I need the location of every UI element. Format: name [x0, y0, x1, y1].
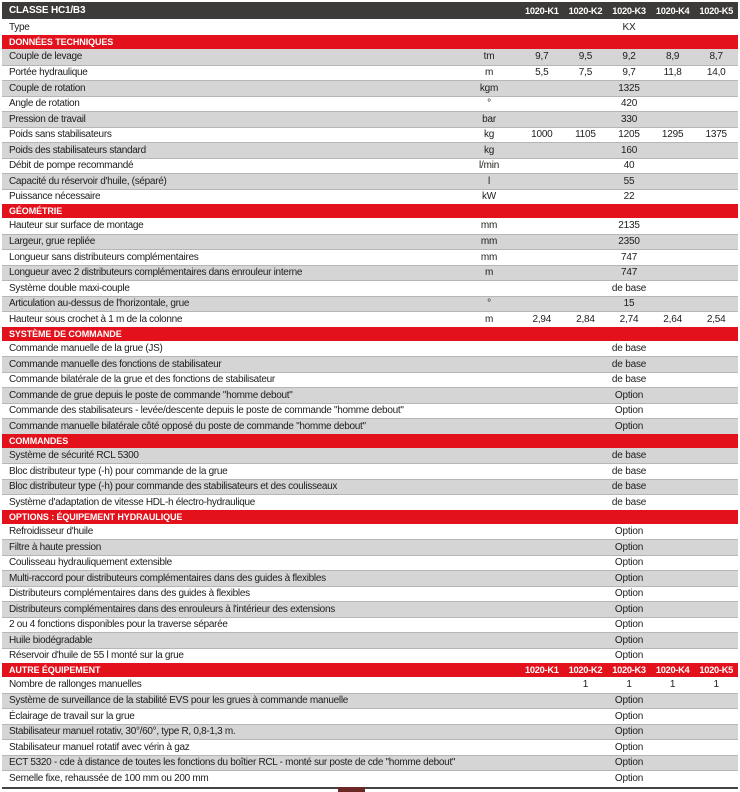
row-label: Longueur sans distributeurs complémentaires [9, 251, 199, 263]
row-value: 40 [623, 160, 635, 172]
row-value: de base [611, 282, 647, 294]
spec-row [2, 49, 738, 65]
row-value: 5,5 [535, 67, 549, 79]
row-value: 747 [620, 251, 638, 263]
row-label: Commande manuelle des fonctions de stabilisateur [9, 358, 222, 370]
row-unit: mm [480, 220, 498, 232]
spec-row [2, 158, 738, 174]
spec-row [2, 448, 738, 464]
spec-row [2, 570, 738, 586]
row-unit: ° [487, 298, 491, 310]
spec-row [2, 189, 738, 205]
row-label: Coulisseau hydrauliquement extensible [9, 557, 172, 569]
row-value: 1105 [575, 129, 596, 141]
spec-row [2, 111, 738, 127]
spec-row [2, 739, 738, 755]
section-header [2, 434, 738, 448]
section-title: DONNÉES TECHNIQUES [9, 37, 114, 47]
row-value: 1000 [531, 129, 553, 141]
row-value: de base [611, 496, 647, 508]
spec-row [2, 539, 738, 555]
row-value: KX [622, 21, 636, 33]
spec-row [2, 648, 738, 664]
row-label: Largeur, grue repliée [9, 236, 95, 248]
row-unit: kg [483, 129, 495, 141]
row-value: 1 [669, 679, 676, 691]
row-value: 160 [620, 144, 638, 156]
section-header [2, 35, 738, 49]
row-label: Semelle fixe, rehaussée de 100 mm ou 200 mm [9, 772, 209, 784]
row-unit: ° [487, 98, 491, 110]
row-value: 8,9 [665, 51, 680, 63]
row-value: 2350 [618, 236, 640, 248]
row-value: Option [614, 695, 644, 707]
section-header [2, 327, 738, 341]
spec-row [2, 372, 738, 388]
row-label: Bloc distributeur type (-h) pour commande des stabilisateurs et des coulisseaux [9, 481, 338, 493]
spec-row [2, 249, 738, 265]
page-bottom-rule [2, 787, 738, 789]
row-label: Couple de rotation [9, 82, 86, 94]
row-value: 1 [626, 679, 632, 691]
column-header: 1020-K4 [655, 665, 690, 675]
row-label: Système de surveillance de la stabilité EVS pour les grues à commande manuelle [9, 695, 349, 707]
row-label: Portée hydraulique [9, 67, 88, 79]
spec-row [2, 387, 738, 403]
row-label: Distributeurs complémentaires dans des enrouleurs à l'intérieur des extensions [9, 603, 335, 615]
row-value: 14,0 [706, 67, 726, 79]
type-row [2, 19, 738, 35]
row-label: Stabilisateur manuel rotativ, 30°/60°, type R, 0,8-1,3 m. [9, 726, 236, 738]
row-value: 11,8 [663, 67, 682, 79]
spec-table [2, 2, 738, 786]
row-value: 1 [713, 679, 719, 691]
row-value: 2,94 [532, 313, 552, 325]
row-value: 9,7 [535, 51, 549, 63]
spec-row [2, 296, 738, 312]
row-unit: kg [483, 144, 495, 156]
row-label: Distributeurs complémentaires dans des guides à flexibles [9, 588, 250, 600]
row-value: Option [614, 603, 644, 615]
row-value: 55 [623, 175, 635, 187]
row-unit: tm [483, 51, 495, 63]
section-title: COMMANDES [9, 435, 69, 446]
row-value: Option [614, 710, 644, 722]
row-value: 9,2 [622, 51, 636, 63]
row-value: Option [614, 619, 644, 631]
row-label: Huile biodégradable [9, 634, 93, 646]
spec-row [2, 755, 738, 771]
row-value: 9,5 [578, 51, 593, 63]
spec-row [2, 770, 738, 786]
row-label: Hauteur sous crochet à 1 m de la colonne [9, 313, 183, 325]
row-value: de base [611, 374, 647, 386]
spec-row [2, 693, 738, 709]
row-label: Système d'adaptation de vitesse HDL-h électro-hydraulique [9, 496, 256, 508]
spec-row [2, 65, 738, 81]
row-value: Option [614, 757, 644, 769]
row-value: 1205 [618, 129, 640, 141]
row-value: 330 [620, 113, 638, 125]
row-value: Option [614, 405, 644, 417]
row-label: ECT 5320 - cde à distance de toutes les fonctions du boîtier RCL - monté sur poste de cde "homme debout" [9, 757, 456, 769]
row-unit: l/min [478, 160, 500, 172]
row-label: Type [9, 21, 30, 33]
row-value: Option [614, 525, 644, 537]
row-unit: mm [480, 251, 498, 263]
spec-row [2, 311, 738, 327]
row-value: 9,7 [622, 67, 636, 79]
column-header: 1020-K3 [612, 665, 646, 675]
row-value: 2,84 [576, 313, 595, 325]
spec-row [2, 173, 738, 189]
column-header: 1020-K5 [699, 5, 733, 16]
row-label: Puissance nécessaire [9, 191, 101, 203]
row-unit: m [484, 67, 494, 79]
row-unit: bar [482, 113, 496, 125]
row-value: Option [614, 741, 644, 753]
spec-row [2, 142, 738, 158]
row-label: Longueur avec 2 distributeurs complémentaires dans enrouleur interne [9, 267, 303, 279]
row-value: de base [611, 481, 647, 493]
row-label: Hauteur sur surface de montage [9, 220, 144, 232]
row-value: 15 [623, 298, 635, 310]
spec-row [2, 724, 738, 740]
row-value: de base [611, 449, 647, 461]
section-header [2, 510, 738, 524]
page-bottom-marker [338, 787, 365, 792]
row-label: Débit de pompe recommandé [9, 160, 134, 172]
row-value: Option [614, 588, 644, 600]
row-value: Option [614, 572, 644, 584]
row-label: Commande bilatérale de la grue et des fonctions de stabilisateur [9, 374, 275, 386]
spec-row [2, 80, 738, 96]
row-unit: kW [482, 191, 497, 203]
row-value: Option [614, 726, 644, 738]
spec-row [2, 463, 738, 479]
row-label: Système double maxi-couple [9, 282, 130, 294]
section-title: AUTRE ÉQUIPEMENT [9, 665, 101, 675]
row-value: Option [614, 634, 644, 646]
section-header [2, 663, 738, 677]
spec-row [2, 494, 738, 510]
row-value: Option [614, 389, 644, 401]
table-title: CLASSE HC1/B3 [9, 5, 86, 16]
column-header: 1020-K1 [525, 665, 559, 675]
row-value: Option [614, 557, 644, 569]
row-label: Bloc distributeur type (-h) pour commande de la grue [9, 465, 228, 477]
row-value: 2,74 [619, 313, 639, 325]
spec-row [2, 280, 738, 296]
row-label: Système de sécurité RCL 5300 [9, 449, 139, 461]
section-title: GÉOMÉTRIE [9, 206, 63, 216]
row-value: 1295 [661, 129, 684, 141]
spec-row [2, 234, 738, 250]
spec-row [2, 524, 738, 540]
spec-row [2, 708, 738, 724]
spec-row [2, 341, 738, 357]
spec-row [2, 356, 738, 372]
row-value: 2,64 [663, 313, 682, 325]
row-value: de base [611, 465, 647, 477]
row-label: 2 ou 4 fonctions disponibles pour la traverse séparée [9, 619, 228, 631]
row-label: Commande manuelle de la grue (JS) [9, 342, 163, 354]
row-unit: kgm [479, 82, 499, 94]
row-label: Pression de travail [9, 113, 86, 125]
row-value: Option [614, 772, 644, 784]
column-header: 1020-K4 [655, 5, 690, 16]
row-value: 1375 [705, 129, 727, 141]
row-unit: m [484, 267, 494, 279]
spec-row [2, 127, 738, 143]
row-label: Éclairage de travail sur la grue [9, 710, 135, 722]
row-value: Option [614, 541, 644, 553]
row-label: Multi-raccord pour distributeurs complémentaires dans des guides à flexibles [9, 572, 326, 584]
row-value: de base [611, 358, 647, 370]
row-value: 1 [582, 679, 589, 691]
row-value: 22 [623, 191, 635, 203]
spec-row [2, 677, 738, 693]
spec-row [2, 265, 738, 281]
column-header: 1020-K2 [568, 665, 603, 675]
column-header: 1020-K1 [525, 5, 559, 16]
row-value: 2,54 [706, 313, 726, 325]
row-value: Option [614, 420, 644, 432]
spec-row [2, 555, 738, 571]
row-value: 747 [620, 267, 638, 279]
spec-row [2, 601, 738, 617]
row-label: Articulation au-dessus de l'horizontale, grue [9, 298, 190, 310]
row-unit: l [488, 175, 491, 187]
spec-row [2, 632, 738, 648]
row-label: Couple de levage [9, 51, 83, 63]
row-unit: m [484, 313, 494, 325]
row-label: Capacité du réservoir d'huile, (séparé) [9, 175, 167, 187]
row-label: Refroidisseur d'huile [9, 525, 93, 537]
row-label: Angle de rotation [9, 98, 80, 110]
row-value: Option [614, 650, 644, 662]
row-label: Stabilisateur manuel rotatif avec vérin à gaz [9, 741, 190, 753]
row-label: Commande manuelle bilatérale côté opposé du poste de commande "homme debout" [9, 420, 366, 432]
row-value: de base [611, 342, 647, 354]
spec-row [2, 403, 738, 419]
row-label: Réservoir d'huile de 55 l monté sur la grue [9, 650, 184, 662]
row-value: 7,5 [578, 67, 593, 79]
spec-row [2, 418, 738, 434]
row-unit: mm [480, 236, 498, 248]
row-value: 2135 [618, 220, 640, 232]
row-value: 420 [620, 98, 638, 110]
column-header: 1020-K5 [699, 665, 733, 675]
row-value: 1325 [618, 82, 640, 94]
spec-row [2, 96, 738, 112]
table-header-row [2, 2, 738, 19]
column-header: 1020-K2 [568, 5, 603, 16]
column-header: 1020-K3 [612, 5, 646, 16]
row-label: Commande des stabilisateurs - levée/descente depuis le poste de commande "homme debout" [9, 405, 404, 417]
row-value: 8,7 [709, 51, 723, 63]
section-header [2, 204, 738, 218]
row-label: Filtre à haute pression [9, 541, 102, 553]
row-label: Commande de grue depuis le poste de commande "homme debout" [9, 389, 293, 401]
section-title: SYSTÈME DE COMMANDE [9, 328, 122, 339]
spec-row [2, 617, 738, 633]
row-label: Nombre de rallonges manuelles [9, 679, 142, 691]
row-label: Poids des stabilisateurs standard [9, 144, 146, 156]
row-label: Poids sans stabilisateurs [9, 129, 112, 141]
spec-row [2, 586, 738, 602]
spec-row [2, 479, 738, 495]
spec-row [2, 218, 738, 234]
section-title: OPTIONS : ÉQUIPEMENT HYDRAULIQUE [9, 511, 183, 522]
